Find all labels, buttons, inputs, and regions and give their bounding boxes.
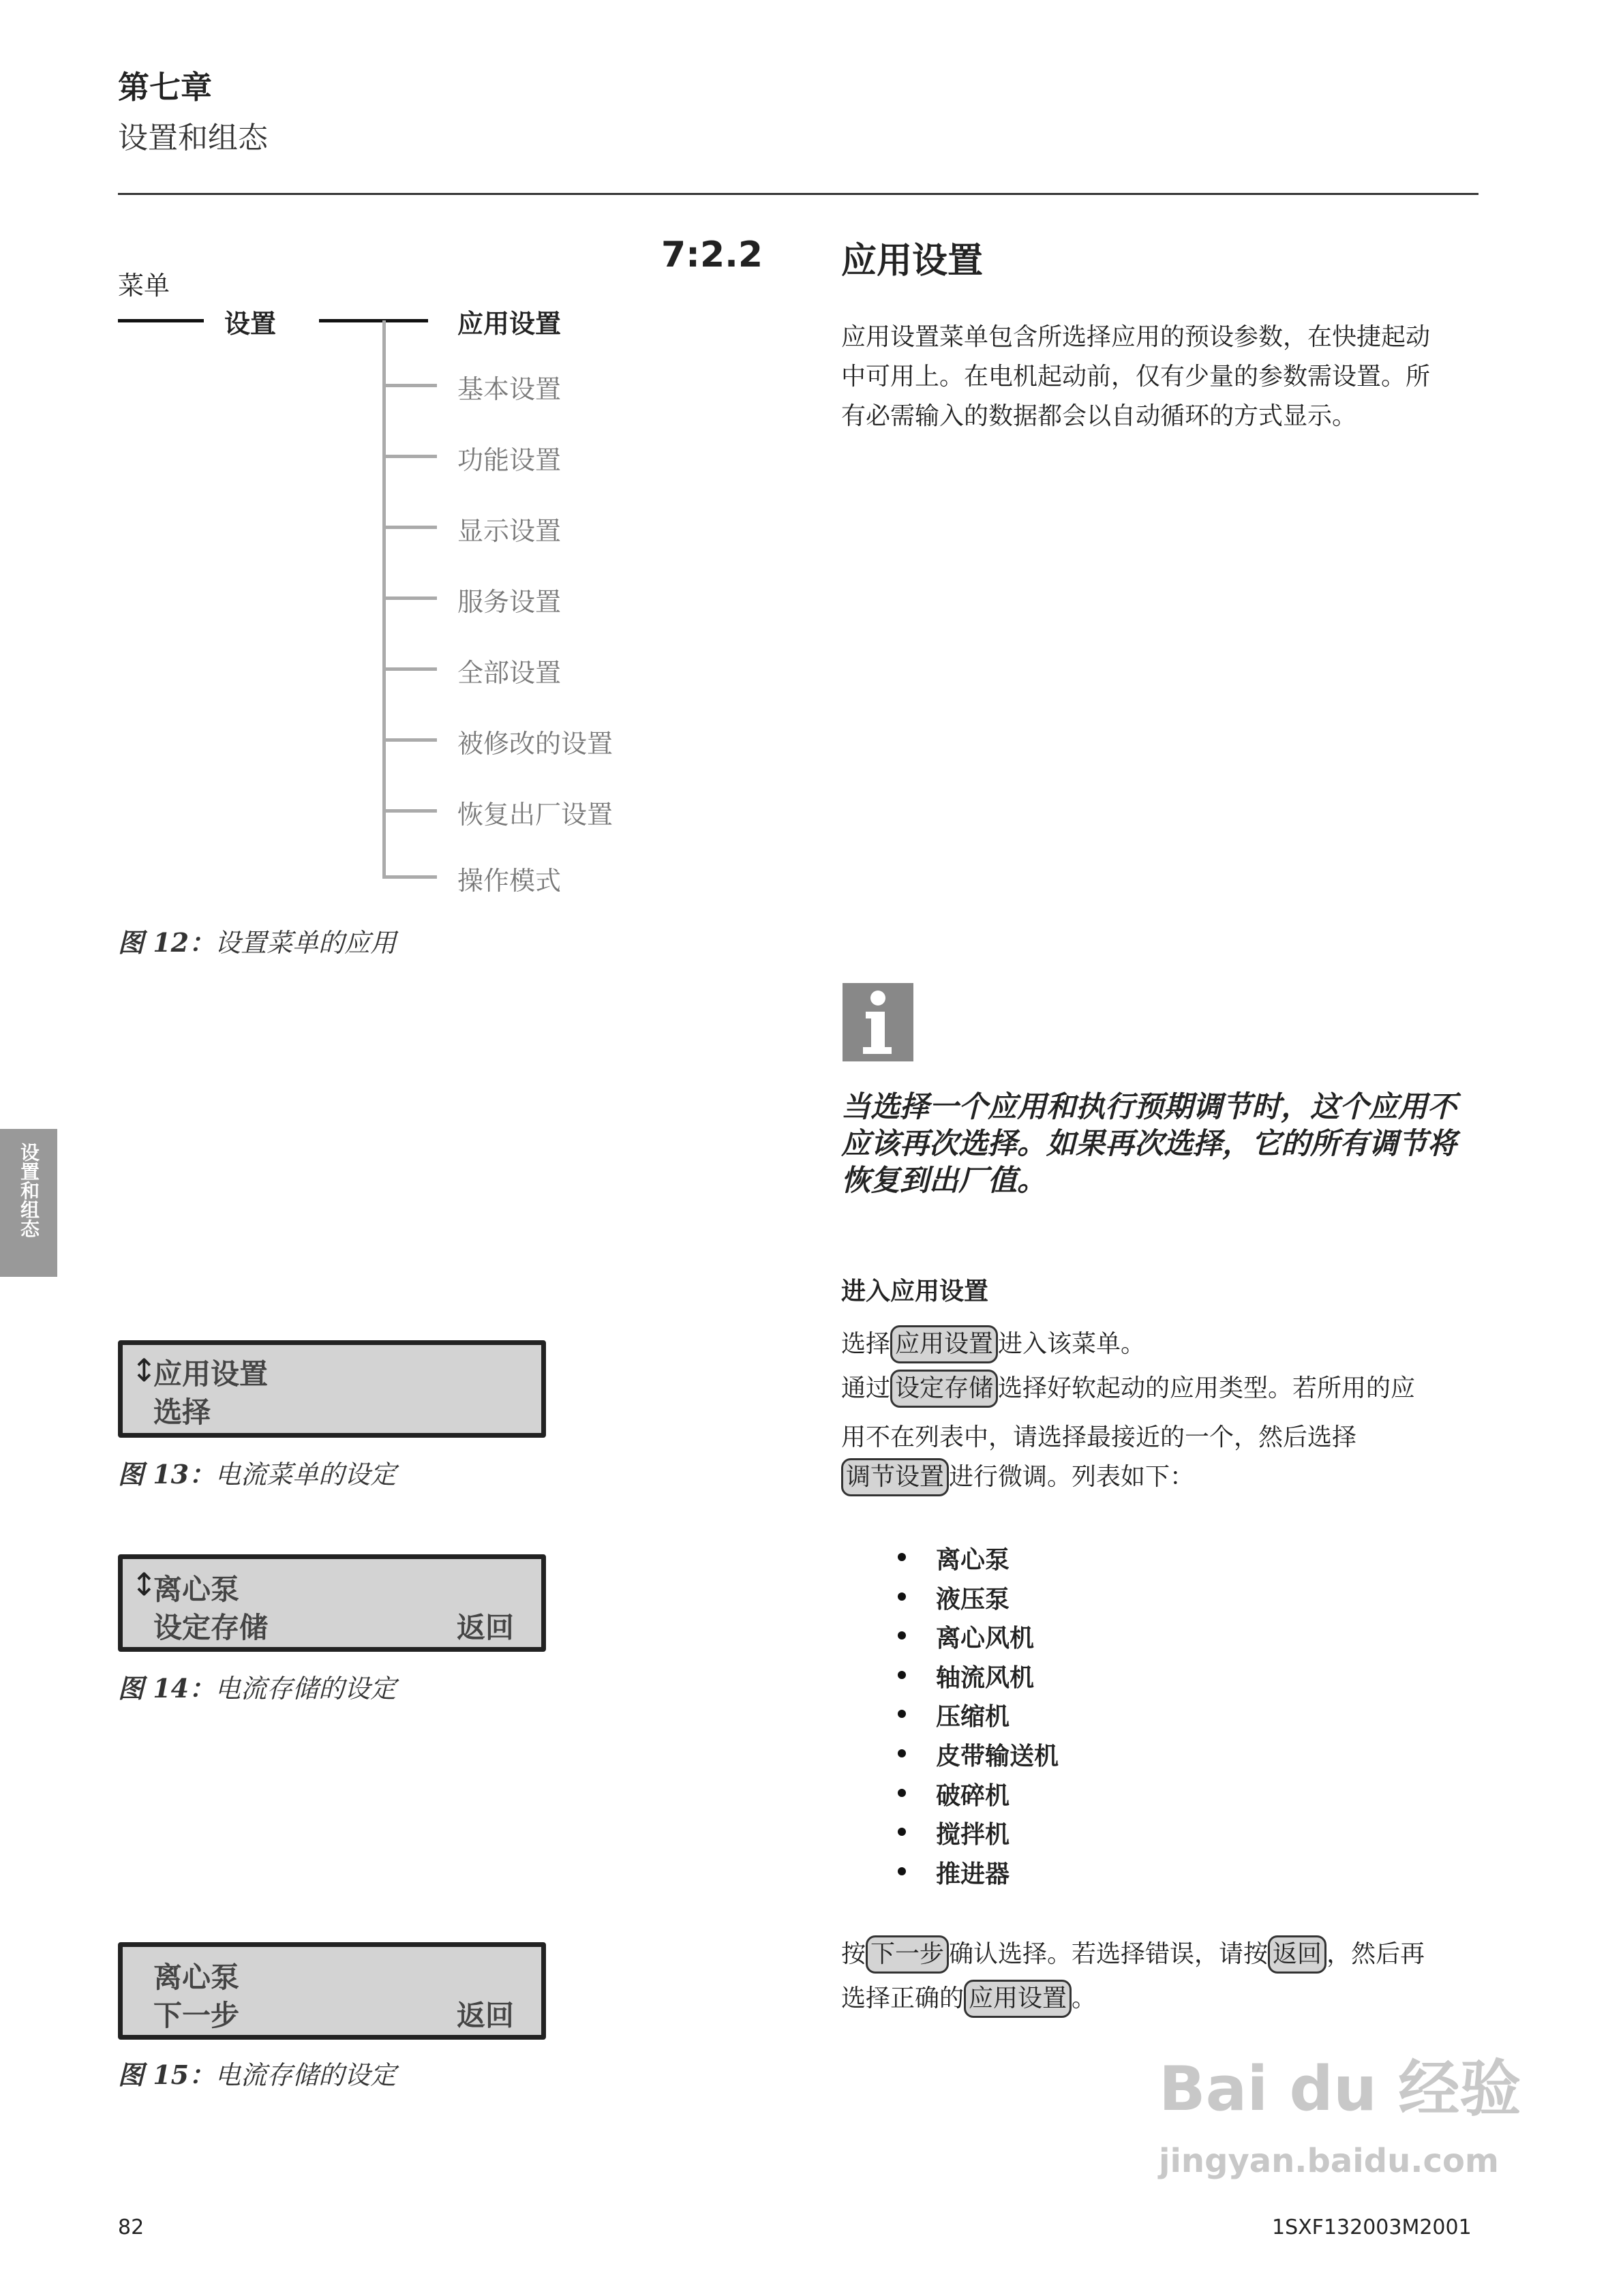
- key-button: 下一步: [866, 1935, 949, 1974]
- lcd-line: 下一步: [153, 1999, 240, 2032]
- lcd-back-label: 返回: [457, 1611, 515, 1644]
- bullet-icon: [898, 1671, 906, 1679]
- tree-item: 显示设置: [457, 516, 562, 546]
- up-down-arrow-icon: ↕: [131, 1566, 157, 1603]
- tree-root: 设置: [224, 308, 277, 339]
- bullet-icon: [898, 1553, 906, 1561]
- figure-caption: 图 12：设置菜单的应用: [118, 927, 397, 958]
- lcd-line: 应用设置: [153, 1357, 269, 1391]
- tree-branch: [382, 455, 437, 458]
- key-button: 调节设置: [841, 1458, 949, 1496]
- note-line: 恢复到出厂值。: [841, 1164, 1046, 1198]
- tree-item: 操作模式: [457, 866, 562, 896]
- lcd-display: [118, 1942, 546, 2040]
- lcd-line: 选择: [153, 1395, 211, 1429]
- paragraph-line: 按 下一步 确认选择。若选择错误，请按 返回 ，然后再: [841, 1935, 1425, 1974]
- tree-branch: [382, 875, 437, 879]
- application-list-item: 离心风机: [936, 1624, 1035, 1653]
- up-down-arrow-icon: ↕: [131, 1352, 157, 1389]
- application-list-item: 轴流风机: [936, 1663, 1035, 1692]
- application-list-item: 压缩机: [936, 1702, 1010, 1732]
- info-icon: [843, 983, 913, 1061]
- key-button: 返回: [1268, 1935, 1326, 1974]
- subheading: 进入应用设置: [841, 1278, 989, 1305]
- figure-caption: 图 15：电流存储的设定: [118, 2059, 397, 2090]
- lcd-display: [118, 1340, 546, 1438]
- tree-item: 恢复出厂设置: [457, 800, 613, 830]
- section-number: 7:2.2: [661, 235, 763, 275]
- tree-branch: [382, 809, 437, 813]
- lcd-line: 离心泵: [153, 1961, 240, 1994]
- watermark-logo: Bai du 经验: [1159, 2053, 1521, 2125]
- bullet-icon: [898, 1592, 906, 1601]
- lcd-back-label: 返回: [457, 1999, 515, 2032]
- paragraph-line: 中可用上。在电机起动前，仅有少量的参数需设置。所: [841, 363, 1431, 391]
- tree-branch: [382, 526, 437, 529]
- key-button: 应用设置: [964, 1980, 1072, 2018]
- bullet-icon: [898, 1828, 906, 1836]
- paragraph-line: 有必需输入的数据都会以自动循环的方式显示。: [841, 402, 1357, 430]
- lcd-line: 设定存储: [153, 1611, 269, 1644]
- tree-branch: [382, 384, 437, 387]
- paragraph-line: 选择 应用设置 进入该菜单。: [841, 1325, 1145, 1363]
- tree-line: [118, 319, 204, 322]
- bullet-icon: [898, 1749, 906, 1757]
- figure-caption: 图 13：电流菜单的设定: [118, 1459, 397, 1490]
- paragraph-line: 用不在列表中，请选择最接近的一个，然后选择: [841, 1423, 1357, 1451]
- tree-selected: 应用设置: [457, 308, 562, 339]
- note-line: 当选择一个应用和执行预期调节时，这个应用不: [841, 1090, 1457, 1124]
- note-line: 应该再次选择。如果再次选择，它的所有调节将: [841, 1127, 1457, 1161]
- chapter-title: 第七章: [118, 69, 212, 106]
- figure-caption: 图 14：电流存储的设定: [118, 1673, 397, 1704]
- lcd-line: 离心泵: [153, 1573, 240, 1606]
- bullet-icon: [898, 1867, 906, 1875]
- lcd-display: [118, 1554, 546, 1652]
- tree-item: 被修改的设置: [457, 729, 613, 759]
- document-code: 1SXF132003M2001: [1272, 2216, 1472, 2239]
- bullet-icon: [898, 1789, 906, 1797]
- paragraph-line: 选择正确的 应用设置 。: [841, 1979, 1096, 2018]
- application-list-item: 离心泵: [936, 1545, 1010, 1574]
- tree-item: 功能设置: [457, 445, 562, 475]
- tree-branch: [382, 738, 437, 742]
- tree-line: [319, 319, 428, 322]
- page-number: 82: [118, 2216, 145, 2239]
- tree-branch: [382, 667, 437, 671]
- application-list-item: 皮带输送机: [936, 1742, 1059, 1770]
- bullet-icon: [898, 1631, 906, 1640]
- key-button: 应用设置: [890, 1325, 998, 1363]
- key-button: 设定存储: [890, 1370, 998, 1408]
- application-list-item: 液压泵: [936, 1584, 1010, 1614]
- side-tab: [0, 1129, 57, 1277]
- tree-item: 基本设置: [457, 374, 562, 404]
- application-list-item: 破碎机: [936, 1781, 1010, 1810]
- tree-item: 服务设置: [457, 587, 562, 617]
- paragraph-line: 通过 设定存储 选择好软起动的应用类型。若所用的应: [841, 1369, 1415, 1408]
- application-list-item: 推进器: [936, 1859, 1010, 1888]
- menu-label: 菜单: [118, 271, 170, 301]
- paragraph-line: 应用设置菜单包含所选择应用的预设参数，在快捷起动: [841, 323, 1431, 351]
- bullet-icon: [898, 1710, 906, 1718]
- tree-item: 全部设置: [457, 658, 562, 688]
- section-title: 应用设置: [841, 241, 984, 282]
- application-list-item: 搅拌机: [936, 1820, 1010, 1849]
- watermark-url: jingyan.baidu.com: [1159, 2142, 1499, 2180]
- chapter-subtitle: 设置和组态: [118, 121, 268, 155]
- divider: [118, 193, 1478, 195]
- side-tab-label: 设置和组态: [18, 1143, 40, 1238]
- tree-branch: [382, 596, 437, 600]
- paragraph-line: 调节设置 进行微调。列表如下：: [841, 1457, 1194, 1496]
